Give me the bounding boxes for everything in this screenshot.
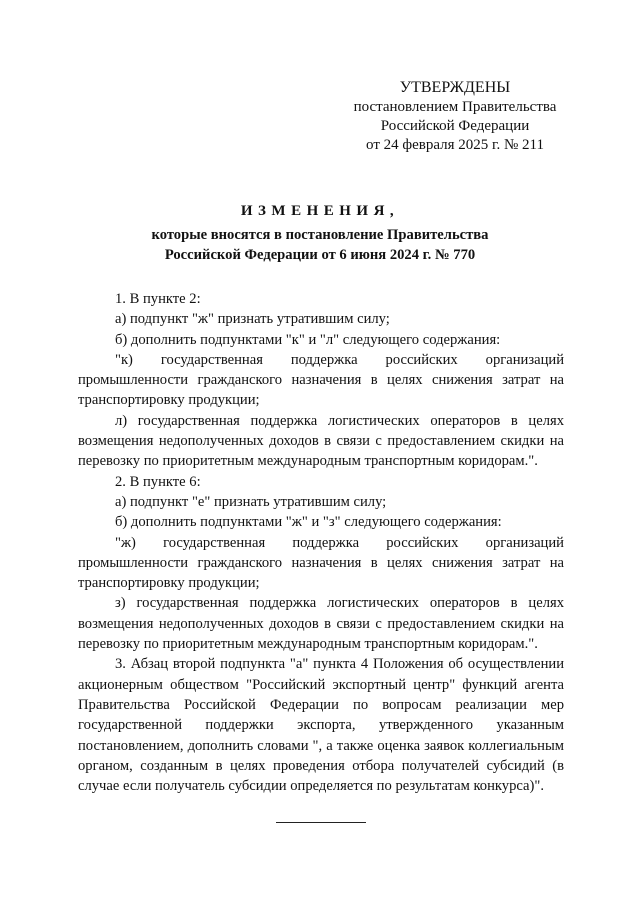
document-title: ИЗМЕНЕНИЯ, <box>240 203 400 219</box>
paragraph: 1. В пункте 2: <box>115 291 201 307</box>
paragraph: з) государственная поддержка логистических операторов в целях возмещения недополученных доходов в связи с предоставлением скидки на перевозку по приоритетным международным транспортным коридорам.". <box>78 595 564 653</box>
paragraph: 3. Абзац второй подпункта "а" пункта 4 Положения об осуществлении акционерным обществом "Российский экспортный центр" функций агента Правительства Российской Федерации по вопросам реализации мер государственной поддержки экспорта, утвержденного указанным постановлением, дополнить словами ", а также оценка заявок коллегиальным органом, созданным в целях проведения отбора получателей субсидий (в случае если получатель субсидии определяется по результатам конкурса)". <box>78 656 564 795</box>
paragraph: б) дополнить подпунктами "к" и "л" следующего содержания: <box>115 331 501 348</box>
approval-heading: УТВЕРЖДЕНЫ <box>399 79 511 96</box>
paragraph: л) государственная поддержка логистических операторов в целях возмещения недополученных доходов в связи с предоставлением скидки на перевозку по приоритетным международным транспортным коридорам.". <box>78 412 564 470</box>
approval-line-3: от 24 февраля 2025 г. № 211 <box>366 137 544 153</box>
closing-rule <box>276 822 366 823</box>
document-body <box>78 289 564 796</box>
paragraph: а) подпункт "ж" признать утратившим силу; <box>115 311 390 328</box>
paragraph: 2. В пункте 6: <box>115 473 201 490</box>
approval-stamp <box>340 78 570 155</box>
approval-line-2: Российской Федерации <box>380 118 530 134</box>
subtitle-line-2: Российской Федерации от 6 июня 2024 г. № 770 <box>164 247 476 263</box>
paragraph: "ж) государственная поддержка российских организаций промышленности гражданского назначения в целях снижения затрат на транспортировку продукции; <box>78 534 564 592</box>
paragraph: а) подпункт "е" признать утратившим силу; <box>115 493 387 510</box>
document-subtitle <box>90 225 550 265</box>
subtitle-line-1: которые вносятся в постановление Правительства <box>151 227 489 243</box>
paragraph: б) дополнить подпунктами "ж" и "з" следующего содержания: <box>115 514 502 531</box>
paragraph: "к) государственная поддержка российских организаций промышленности гражданского назначения в целях снижения затрат на транспортировку продукции; <box>78 351 564 409</box>
approval-line-1: постановлением Правительства <box>353 99 557 115</box>
